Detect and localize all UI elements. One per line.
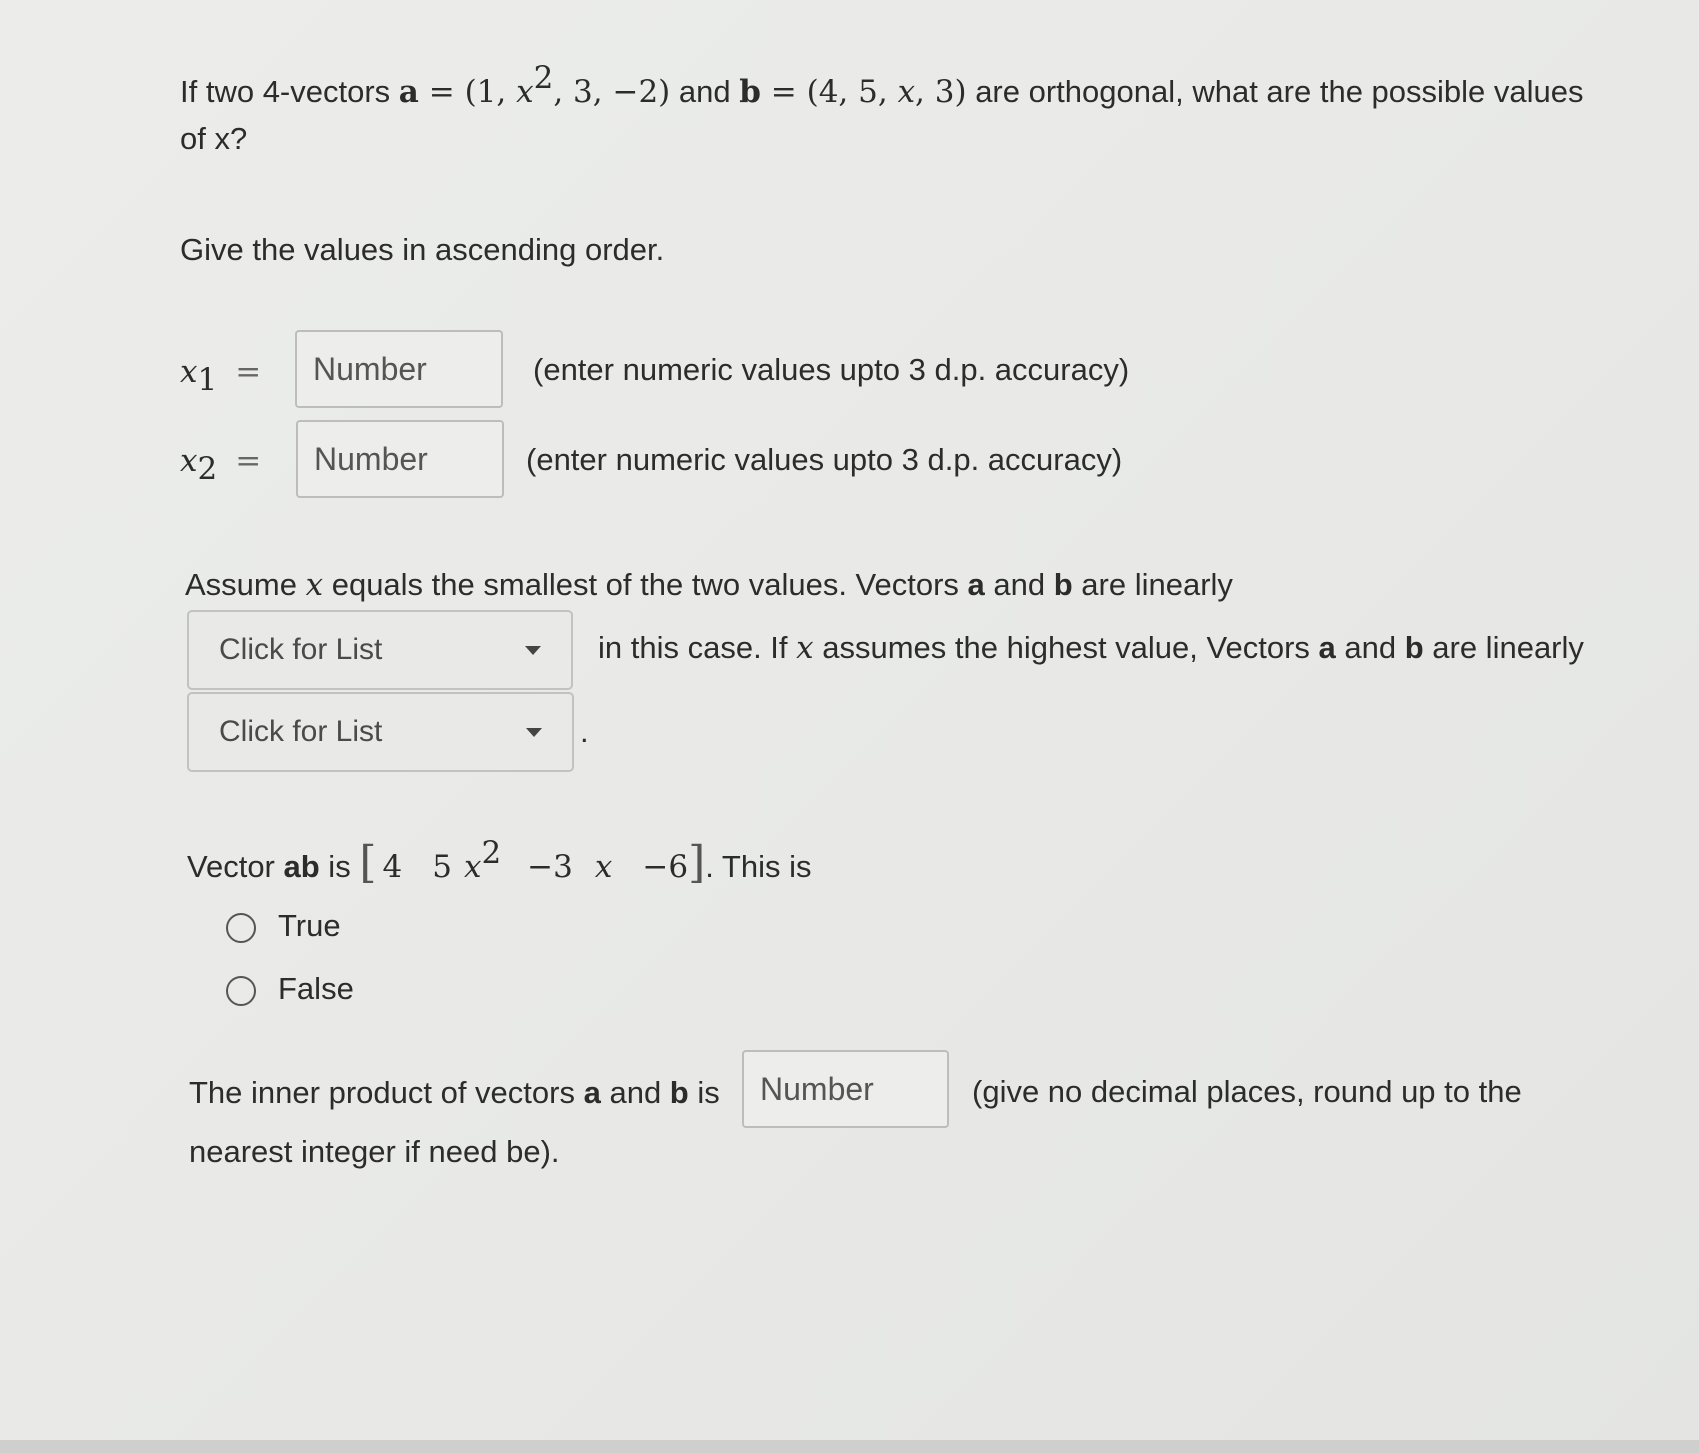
x1-var: x bbox=[180, 354, 198, 390]
vector-entry: 4 bbox=[382, 849, 403, 885]
x1-equals: = bbox=[235, 354, 262, 390]
vector-ab-suffix: . This is bbox=[705, 849, 812, 884]
vector-entry: 5 bbox=[432, 849, 452, 885]
dropdown-1-label: Click for List bbox=[219, 633, 383, 666]
vector-ab-is: is bbox=[319, 849, 360, 884]
x2-equals: = bbox=[235, 443, 262, 479]
x1-placeholder: Number bbox=[313, 350, 427, 387]
linear2-prefix: in this case. If bbox=[598, 630, 797, 665]
x1-subscript: 1 bbox=[197, 362, 218, 398]
open-bracket: [ bbox=[359, 837, 377, 888]
linear-dropdown-2[interactable] bbox=[187, 692, 574, 772]
x-variable: x bbox=[516, 74, 534, 110]
linear-dropdown-1[interactable] bbox=[187, 610, 573, 690]
vector-ab-name: ab bbox=[283, 849, 320, 884]
x2-label bbox=[180, 441, 262, 487]
x2-input[interactable] bbox=[296, 420, 504, 498]
x1-label bbox=[180, 352, 262, 398]
inner-product-hint-2: nearest integer if need be). bbox=[189, 1134, 560, 1169]
inner-a: a bbox=[583, 1075, 601, 1110]
linear-suffix: are linearly bbox=[1072, 567, 1233, 602]
vector-entry-power: 2 bbox=[481, 835, 502, 871]
question-line-2: of x? bbox=[180, 121, 248, 156]
linear2-b: b bbox=[1404, 630, 1424, 665]
linear-x-var: x bbox=[305, 567, 324, 603]
false-radio[interactable] bbox=[226, 976, 256, 1006]
close-bracket: ] bbox=[688, 837, 706, 888]
inner-product-line bbox=[189, 1073, 720, 1113]
false-label[interactable]: False bbox=[278, 971, 354, 1006]
inner-is: is bbox=[688, 1075, 720, 1110]
vector-entry: x bbox=[463, 849, 482, 885]
vector-entry: −6 bbox=[642, 849, 689, 885]
x2-subscript: 2 bbox=[197, 451, 218, 487]
linear2-a: a bbox=[1318, 630, 1336, 665]
dropdown-2-label: Click for List bbox=[219, 715, 383, 748]
true-label[interactable]: True bbox=[278, 908, 341, 943]
vector-a-close: , 3, −2) bbox=[553, 74, 671, 110]
linear-line-2 bbox=[598, 628, 1584, 668]
inner-prefix: The inner product of vectors bbox=[189, 1075, 584, 1110]
bottom-strip bbox=[0, 1440, 1699, 1453]
linear2-mid: assumes the highest value, Vectors bbox=[813, 630, 1319, 665]
and-word: and bbox=[670, 74, 740, 109]
question-line-1 bbox=[180, 60, 1584, 112]
question-suffix: are orthogonal, what are the possible values bbox=[966, 74, 1584, 109]
vector-b-open: (4, 5, bbox=[806, 74, 898, 110]
chevron-down-icon bbox=[526, 728, 542, 737]
power-two: 2 bbox=[533, 60, 554, 96]
x1-hint: (enter numeric values upto 3 d.p. accuracy) bbox=[533, 352, 1130, 387]
vector-b-label: b bbox=[739, 74, 761, 110]
vector-ab-line bbox=[187, 835, 812, 888]
question-prefix: If two 4-vectors bbox=[180, 74, 399, 109]
chevron-down-icon bbox=[525, 646, 541, 655]
linear2-x-var: x bbox=[796, 630, 814, 666]
linear-b: b bbox=[1053, 567, 1073, 602]
linear2-suffix: are linearly bbox=[1423, 630, 1584, 665]
vector-entry: x bbox=[594, 849, 613, 885]
inner-product-placeholder: Number bbox=[760, 1070, 874, 1107]
equals-sign: = bbox=[760, 74, 807, 110]
x1-input[interactable] bbox=[295, 330, 503, 408]
linear-line-1 bbox=[185, 565, 1233, 605]
vector-b-close: , 3) bbox=[915, 74, 967, 110]
linear-prefix: Assume bbox=[185, 567, 306, 602]
linear2-and: and bbox=[1335, 630, 1405, 665]
equals-sign: = bbox=[418, 74, 465, 110]
inner-and: and bbox=[600, 1075, 670, 1110]
linear-mid: equals the smallest of the two values. Vectors bbox=[323, 567, 968, 602]
inner-b: b bbox=[669, 1075, 689, 1110]
instruction-text: Give the values in ascending order. bbox=[180, 232, 665, 267]
x2-hint: (enter numeric values upto 3 d.p. accuracy) bbox=[526, 442, 1123, 477]
vector-a-open: (1, bbox=[464, 74, 517, 110]
inner-product-input[interactable] bbox=[742, 1050, 949, 1128]
x2-var: x bbox=[180, 443, 198, 479]
x-variable: x bbox=[897, 74, 916, 110]
linear-period: . bbox=[580, 714, 589, 749]
vector-ab-prefix: Vector bbox=[187, 849, 284, 884]
true-radio[interactable] bbox=[226, 913, 256, 943]
inner-product-hint-1: (give no decimal places, round up to the bbox=[972, 1074, 1522, 1109]
linear-and: and bbox=[984, 567, 1054, 602]
vector-a-label: a bbox=[398, 74, 419, 110]
linear-a: a bbox=[967, 567, 985, 602]
x2-placeholder: Number bbox=[314, 440, 428, 477]
vector-entry: −3 bbox=[527, 849, 573, 885]
